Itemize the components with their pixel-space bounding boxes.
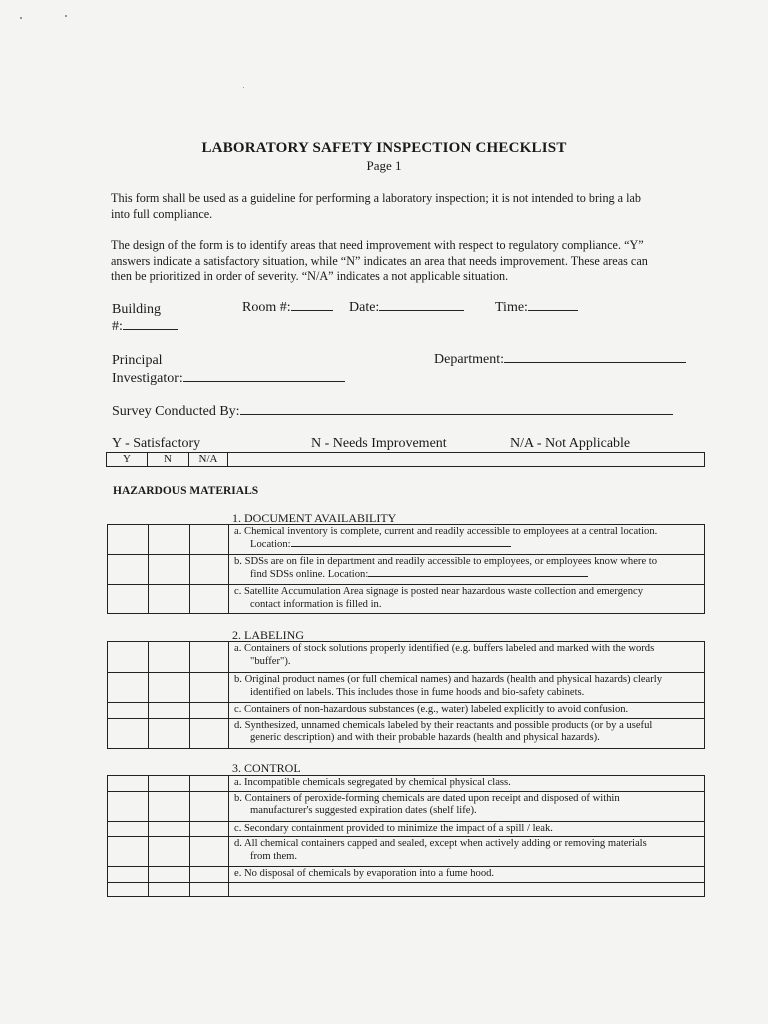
scan-speck <box>20 17 22 19</box>
checkbox-n[interactable] <box>149 585 190 614</box>
group-title-labeling: 2. LABELING <box>232 628 304 642</box>
checkbox-na[interactable] <box>190 821 229 837</box>
checkbox-y[interactable] <box>108 718 149 748</box>
checkbox-na[interactable] <box>190 837 229 867</box>
time-label: Time: <box>495 300 528 315</box>
room-field[interactable] <box>242 300 333 316</box>
item-text: d. All chemical containers capped and sealed, except when actively adding or removing materials <box>234 838 647 849</box>
checklist-row <box>108 718 705 748</box>
checklist-item <box>229 718 705 748</box>
item-text: a. Chemical inventory is complete, current and readily accessible to employees at a central location. <box>234 526 658 537</box>
item-text: e. No disposal of chemicals by evaporation into a fume hood. <box>234 868 495 879</box>
section-title: HAZARDOUS MATERIALS <box>113 485 259 497</box>
checkbox-na[interactable] <box>190 718 229 748</box>
checkbox-na[interactable] <box>190 791 229 821</box>
column-header-blank <box>228 453 704 466</box>
checkbox-n[interactable] <box>149 703 190 719</box>
location-input-line[interactable] <box>368 576 588 577</box>
item-text-continued: generic description) and with their probable hazards (health and physical hazards). <box>250 732 600 743</box>
checkbox-y[interactable] <box>108 882 149 896</box>
department-field[interactable] <box>434 352 686 368</box>
item-text-continued: from them. <box>250 850 298 862</box>
pi-label: Principal <box>112 353 163 368</box>
scan-speck <box>243 87 244 88</box>
checkbox-n[interactable] <box>149 555 190 585</box>
checkbox-y[interactable] <box>108 776 149 792</box>
checkbox-y[interactable] <box>108 642 149 673</box>
survey-label: Survey Conducted By: <box>112 404 240 419</box>
checklist-item <box>229 555 705 585</box>
checklist-row <box>108 525 705 555</box>
building-number-label: #: <box>112 319 123 334</box>
item-text-continued: find SDSs online. Location: <box>234 569 700 582</box>
checkbox-n[interactable] <box>149 882 190 896</box>
checkbox-y[interactable] <box>108 555 149 585</box>
page-number: Page 1 <box>366 158 402 173</box>
checklist-row <box>108 585 705 614</box>
checklist-row <box>108 837 705 867</box>
checkbox-n[interactable] <box>149 718 190 748</box>
checklist-row <box>108 555 705 585</box>
item-text-continued: identified on labels. This includes those in fume hoods and bio-safety cabinets. <box>250 686 585 698</box>
room-label: Room #: <box>242 300 291 315</box>
checkbox-y[interactable] <box>108 585 149 614</box>
survey-input-line[interactable] <box>240 414 673 415</box>
checklist-item <box>229 821 705 837</box>
item-text: b. Containers of peroxide-forming chemicals are dated upon receipt and disposed of within <box>234 792 620 804</box>
checkbox-y[interactable] <box>108 837 149 867</box>
checklist-table-labeling <box>107 641 705 749</box>
department-label: Department: <box>434 352 504 367</box>
intro-paragraph-2: The design of the form is to identify areas that need improvement with respect to regulatory compliance. “Y” answers indicate a satisfactory situation, while “N” indicates an area that needs improvement. These areas can then be prioritized in order of severity. “N/A” indicates a not applicable situation. <box>111 238 648 283</box>
checkbox-y[interactable] <box>108 525 149 555</box>
checkbox-y[interactable] <box>108 703 149 719</box>
checkbox-na[interactable] <box>190 642 229 673</box>
survey-field[interactable] <box>112 404 673 420</box>
checklist-item <box>229 525 705 555</box>
item-text-continued: contact information is filled in. <box>250 598 382 610</box>
legend-satisfactory: Y - Satisfactory <box>112 436 201 451</box>
checkbox-na[interactable] <box>190 673 229 703</box>
legend-not-applicable: N/A - Not Applicable <box>510 436 631 451</box>
checklist-item <box>229 867 705 883</box>
group-title-control: 3. CONTROL <box>232 761 301 775</box>
checkbox-na[interactable] <box>190 703 229 719</box>
investigator-label: Investigator: <box>112 371 183 386</box>
checklist-table-control <box>107 775 705 897</box>
item-text: c. Containers of non-hazardous substances (e.g., water) labeled explicitly to avoid confusion. <box>234 704 629 715</box>
item-text: b. Original product names (or full chemical names) and hazards (health and physical hazards) clearly <box>234 674 662 685</box>
checkbox-na[interactable] <box>190 867 229 883</box>
item-text: c. Secondary containment provided to minimize the impact of a spill / leak. <box>234 822 553 834</box>
page-title: LABORATORY SAFETY INSPECTION CHECKLIST <box>201 140 567 156</box>
item-text: b. SDSs are on file in department and readily accessible to employees, or employees know where to <box>234 556 658 567</box>
checkbox-y[interactable] <box>108 867 149 883</box>
checkbox-n[interactable] <box>149 642 190 673</box>
date-label: Date: <box>349 300 380 315</box>
date-field[interactable] <box>349 300 464 316</box>
building-input-line[interactable] <box>123 329 178 330</box>
location-input-line[interactable] <box>291 546 511 547</box>
checkbox-na[interactable] <box>190 776 229 792</box>
checkbox-n[interactable] <box>149 837 190 867</box>
checkbox-n[interactable] <box>149 867 190 883</box>
building-field[interactable] <box>112 319 178 335</box>
item-text: a. Containers of stock solutions properly identified (e.g. buffers labeled and marked with the words <box>234 643 655 654</box>
date-input-line[interactable] <box>379 310 464 311</box>
checkbox-n[interactable] <box>149 673 190 703</box>
checkbox-y[interactable] <box>108 821 149 837</box>
building-label: Building <box>112 302 162 317</box>
time-input-line[interactable] <box>528 310 578 311</box>
checkbox-n[interactable] <box>149 776 190 792</box>
checkbox-na[interactable] <box>190 525 229 555</box>
scan-speck <box>65 15 67 17</box>
pi-field[interactable] <box>112 371 345 387</box>
checklist-row <box>108 791 705 821</box>
checklist-item <box>229 776 705 792</box>
checklist-row <box>108 867 705 883</box>
checkbox-n[interactable] <box>149 525 190 555</box>
checklist-table-document-availability <box>107 524 705 614</box>
checklist-item <box>229 837 705 867</box>
checkbox-n[interactable] <box>149 821 190 837</box>
checklist-item <box>229 642 705 673</box>
column-header-y: Y <box>107 453 148 466</box>
checklist-row <box>108 703 705 719</box>
item-text: a. Incompatible chemicals segregated by chemical physical class. <box>234 777 511 788</box>
checklist-row <box>108 642 705 673</box>
column-header-row <box>106 452 705 467</box>
department-input-line[interactable] <box>504 362 686 363</box>
pi-input-line[interactable] <box>183 381 345 382</box>
checkbox-na[interactable] <box>190 555 229 585</box>
checkbox-y[interactable] <box>108 791 149 821</box>
intro-paragraph-1: This form shall be used as a guideline for performing a laboratory inspection; it is not intended to bring a lab into full compliance. <box>111 191 642 221</box>
item-text: c. Satellite Accumulation Area signage is posted near hazardous waste collection and emergency <box>234 586 643 597</box>
checklist-item <box>229 703 705 719</box>
checkbox-n[interactable] <box>149 791 190 821</box>
checklist-item <box>229 791 705 821</box>
item-text-continued: manufacturer's suggested expiration dates (shelf life). <box>250 805 477 816</box>
checklist-item-blank <box>229 882 705 896</box>
time-field[interactable] <box>495 300 578 316</box>
item-text: d. Synthesized, unnamed chemicals labeled by their reactants and possible products (or by a useful <box>234 719 653 731</box>
column-header-na: N/A <box>189 453 228 466</box>
checkbox-na[interactable] <box>190 585 229 614</box>
checkbox-y[interactable] <box>108 673 149 703</box>
legend-needs-improvement: N - Needs Improvement <box>311 436 447 451</box>
room-input-line[interactable] <box>291 310 333 311</box>
checklist-row <box>108 821 705 837</box>
checklist-row <box>108 673 705 703</box>
group-title-document-availability: 1. DOCUMENT AVAILABILITY <box>232 511 397 525</box>
checkbox-na[interactable] <box>190 882 229 896</box>
checklist-row-blank <box>108 882 705 896</box>
checklist-item <box>229 585 705 614</box>
item-text-continued: "buffer"). <box>250 655 291 667</box>
checklist-row <box>108 776 705 792</box>
checklist-item <box>229 673 705 703</box>
item-text-continued: Location: <box>234 539 700 552</box>
column-header-n: N <box>148 453 189 466</box>
